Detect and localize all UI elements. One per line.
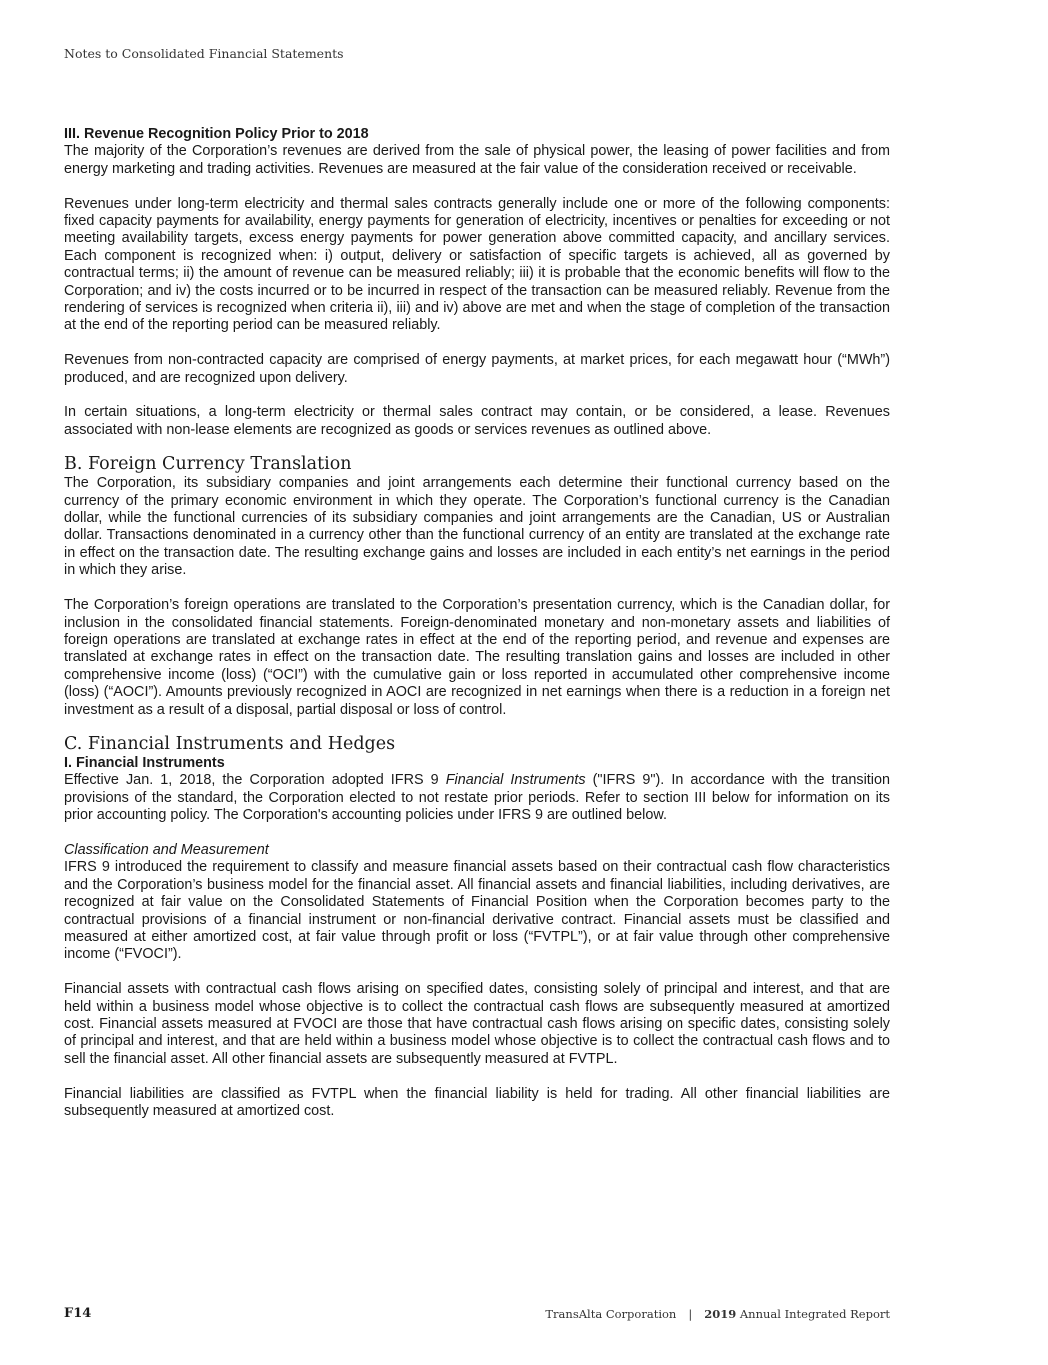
subsection-heading: I. Financial Instruments xyxy=(64,754,225,771)
paragraph: Financial assets with contractual cash flows arising on specified dates, consisting solely of principal and interest, and that are held within a business model whose objective is to collect the contractual cash flows are subsequently measured at amortized cost. Financial assets measured at FVOCI are those that have contractual cash flows arising on specific dates, consisting solely of principal and interest, and that are held within a business model whose objective is to collect the contractual cash flows and to sell the financial asset. All other financial assets are subsequently measured at FVTPL. xyxy=(64,981,890,1067)
footer-report-info xyxy=(545,1307,890,1321)
paragraph xyxy=(64,772,890,824)
paragraph: The Corporation’s foreign operations are translated to the Corporation’s presentation currency, which is the Canadian dollar, for inclusion in the consolidated financial statements. Foreign-denominated monetary and non-monetary assets and liabilities of foreign operations are translated at exchange rates in effect at the end of the reporting period, and revenue and expenses are translated at exchange rates in effect on the transaction date. The resulting translation gains and losses are included in other comprehensive income (loss) (“OCI”) with the cumulative gain or loss reported in accumulated other comprehensive income (loss) (“AOCI”). Amounts previously recognized in AOCI are recognized in net earnings when there is a reduction in a foreign net investment as a result of a disposal, partial disposal or loss of control. xyxy=(64,597,890,718)
report-year: 2019 xyxy=(704,1307,737,1321)
paragraph-text: ("IFRS 9"). In accordance with the transition provisions of the standard, the Corporation elected to not restate prior periods. Refer to section III below for information on its prior accounting policy. The Corporation's accounting policies under IFRS 9 are outlined below. xyxy=(64,772,890,824)
page-number: F14 xyxy=(64,1306,92,1321)
section-heading-foreign-currency: B. Foreign Currency Translation xyxy=(64,454,352,475)
paragraph: IFRS 9 introduced the requirement to classify and measure financial assets based on their contractual cash flow characteristics and the Corporation’s business model for the financial asset. All financial assets and financial liabilities, including derivatives, are recognized at fair value on the Consolidated Statements of Financial Position when the Corporation becomes party to the contractual provisions of a financial instrument or non-financial derivative contract. Financial assets must be classified and measured at either amortized cost, at fair value through profit or loss (“FVTPL”), or at fair value through other comprehensive income (“FVOCI”). xyxy=(64,859,890,963)
paragraph: The Corporation, its subsidiary companies and joint arrangements each determine their functional currency based on the currency of the primary economic environment in which they operate. The Corporation’s functional currency is the Canadian dollar, while the functional currencies of its subsidiary companies and joint arrangements are the Canadian, US or Australian dollar. Transactions denominated in a currency other than the functional currency of an entity are translated at the exchange rate in effect on the transaction date. The resulting exchange gains and losses are included in each entity’s net earnings in the period in which they arise. xyxy=(64,475,890,579)
paragraph: In certain situations, a long-term electricity or thermal sales contract may contain, or be considered, a lease. Revenues associated with non-lease elements are recognized as goods or services revenues as outlined above. xyxy=(64,404,890,438)
footer-separator: | xyxy=(688,1307,693,1321)
revenue-policy-heading: III. Revenue Recognition Policy Prior to 2018 xyxy=(64,126,369,142)
document-body xyxy=(64,126,890,1120)
company-name: TransAlta Corporation xyxy=(545,1307,677,1321)
paragraph: Revenues under long-term electricity and thermal sales contracts generally include one or more of the following components: fixed capacity payments for availability, energy payments for generation of electricity, incentives or penalties for exceeding or not meeting availability targets, excess energy payments for power generation above committed capacity, and ancillary services. Each component is recognized when: i) output, delivery or satisfaction of specific targets is achieved, all as governed by contractual terms; ii) the amount of revenue can be measured reliably; iii) it is probable that the economic benefits will flow to the Corporation; and iv) the costs incurred or to be incurred in respect of the transaction can be measured reliably. Revenue from the rendering of services is recognized when criteria ii), iii) and iv) above are met and when the stage of completion of the transaction at the end of the reporting period can be measured reliably. xyxy=(64,195,890,334)
standard-title: Financial Instruments xyxy=(445,772,586,789)
paragraph: The majority of the Corporation’s revenues are derived from the sale of physical power, the leasing of power facilities and from energy marketing and trading activities. Revenues are measured at the fair value of the consideration received or receivable. xyxy=(64,143,890,177)
paragraph: Financial liabilities are classified as FVTPL when the financial liability is held for trading. All other financial liabilities are subsequently measured at amortized cost. xyxy=(64,1085,890,1120)
paragraph-text: Effective Jan. 1, 2018, the Corporation adopted IFRS 9 xyxy=(64,772,446,789)
report-name: Annual Integrated Report xyxy=(739,1307,890,1321)
classification-heading: Classification and Measurement xyxy=(64,841,269,858)
section-heading-financial-instruments: C. Financial Instruments and Hedges xyxy=(64,733,396,754)
paragraph: Revenues from non-contracted capacity are comprised of energy payments, at market prices, for each megawatt hour (“MWh”) produced, and are recognized upon delivery. xyxy=(64,352,890,386)
running-header: Notes to Consolidated Financial Statements xyxy=(64,46,344,61)
